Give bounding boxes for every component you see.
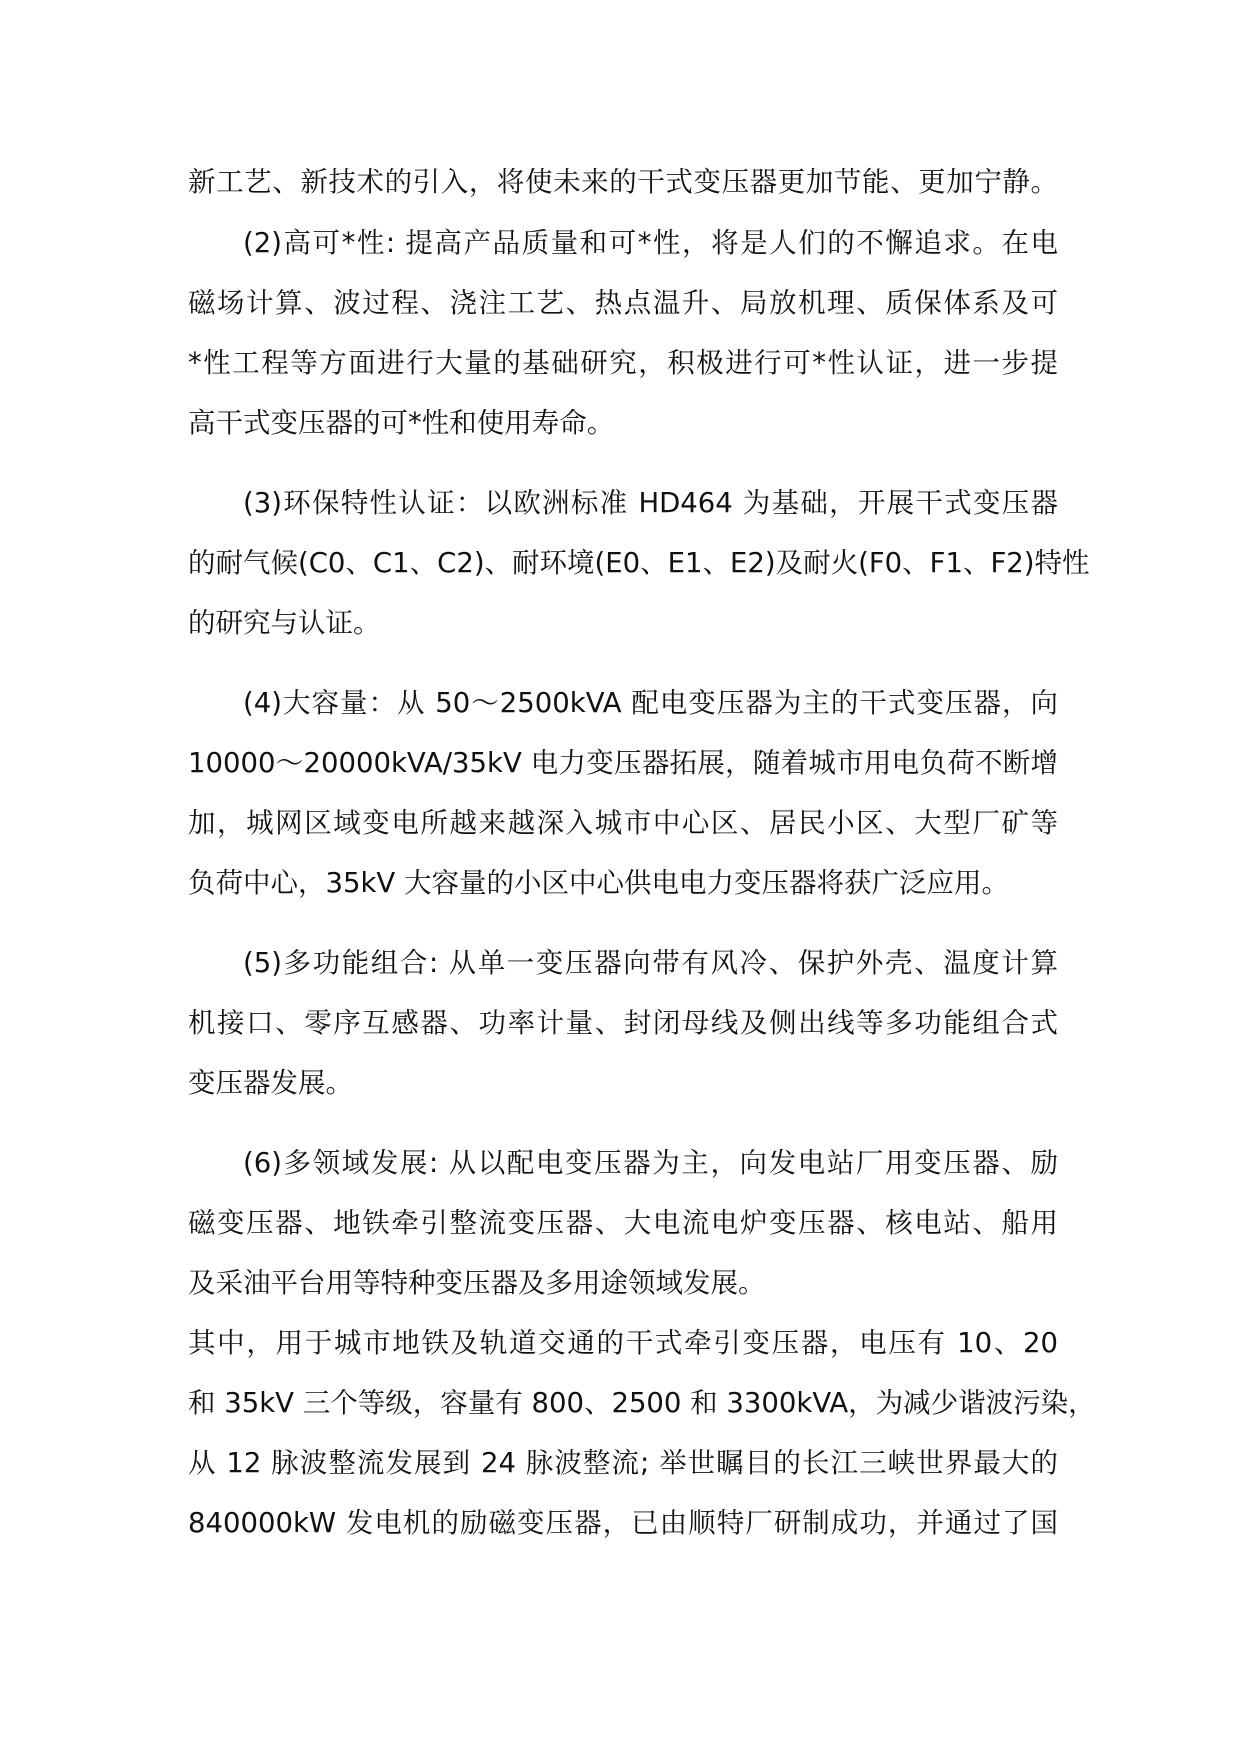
- text-line: 变压器发展。: [188, 1067, 353, 1099]
- text-line: (5)多功能组合: 从单一变压器向带有风冷、保护外壳、温度计算: [243, 947, 1058, 979]
- text-line: (6)多领域发展: 从以配电变压器为主，向发电站厂用变压器、励: [243, 1147, 1058, 1179]
- text-line: 840000kW 发电机的励磁变压器，已由顺特厂研制成功，并通过了国: [188, 1507, 1058, 1539]
- text-line: 新工艺、新技术的引入，将使未来的干式变压器更加节能、更加宁静。: [188, 166, 1058, 198]
- text-line: 的研究与认证。: [188, 607, 381, 639]
- text-line: 及采油平台用等特种变压器及多用途领域发展。: [188, 1267, 766, 1299]
- text-line: 高干式变压器的可*性和使用寿命。: [188, 407, 615, 439]
- text-line: 加，城网区域变电所越来越深入城市中心区、居民小区、大型厂矿等: [188, 807, 1058, 839]
- text-line: 负荷中心，35kV 大容量的小区中心供电电力变压器将获广泛应用。: [188, 867, 1009, 899]
- text-line: 10000～20000kVA/35kV 电力变压器拓展，随着城市用电负荷不断增: [188, 747, 1058, 779]
- text-line: 从 12 脉波整流发展到 24 脉波整流; 举世瞩目的长江三峡世界最大的: [188, 1447, 1058, 1479]
- text-line: 磁变压器、地铁牵引整流变压器、大电流电炉变压器、核电站、船用: [188, 1207, 1058, 1239]
- text-line: 磁场计算、波过程、浇注工艺、热点温升、局放机理、质保体系及可: [188, 287, 1058, 319]
- text-line: (3)环保特性认证：以欧洲标准 HD464 为基础，开展干式变压器: [243, 487, 1058, 519]
- text-line: (2)高可*性: 提高产品质量和可*性，将是人们的不懈追求。在电: [243, 227, 1058, 259]
- text-line: *性工程等方面进行大量的基础研究，积极进行可*性认证，进一步提: [188, 347, 1058, 379]
- text-line: 其中，用于城市地铁及轨道交通的干式牵引变压器，电压有 10、20: [188, 1327, 1058, 1359]
- text-line: 机接口、零序互感器、功率计量、封闭母线及侧出线等多功能组合式: [188, 1007, 1058, 1039]
- text-line: 和 35kV 三个等级，容量有 800、2500 和 3300kVA，为减少谐波污染，: [188, 1387, 1096, 1419]
- text-line: 的耐气候(C0、C1、C2)、耐环境(E0、E1、E2)及耐火(F0、F1、F2)特性: [188, 547, 1090, 579]
- text-line: (4)大容量：从 50～2500kVA 配电变压器为主的干式变压器，向: [243, 687, 1058, 719]
